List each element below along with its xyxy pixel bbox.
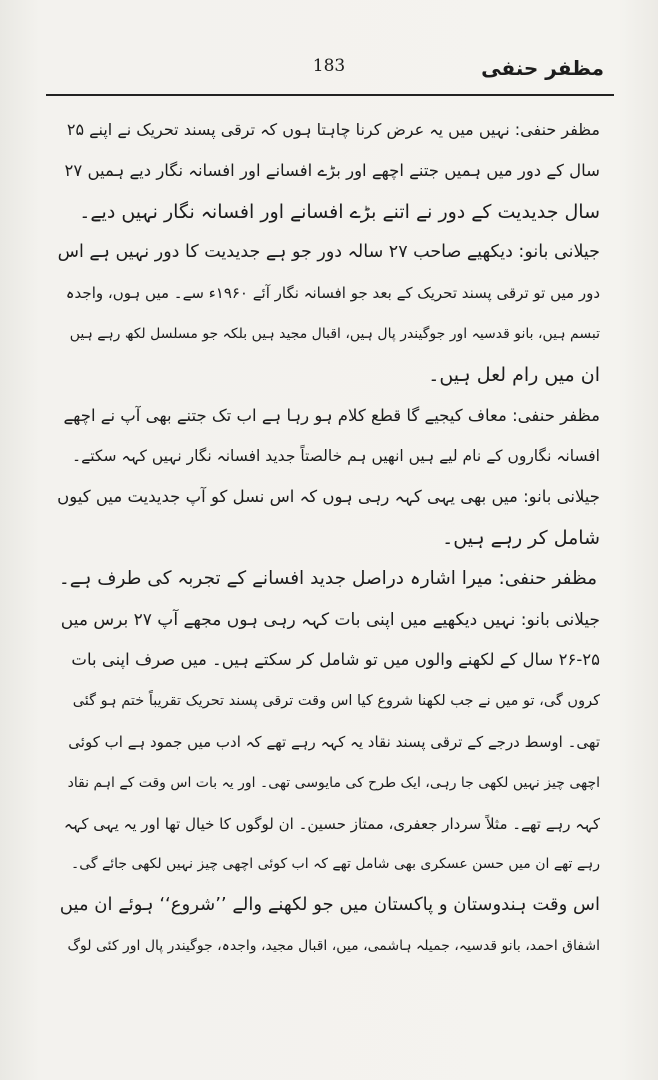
- header-rule: [46, 94, 614, 96]
- text-line: مظفر حنفی: میرا اشارہ دراصل جدید افسانے کے تجربہ کی طرف ہے۔: [58, 567, 598, 589]
- running-head-author: مظفر حنفی: [481, 56, 604, 80]
- text-line: ۲۶-۲۵ سال کے لکھنے والوں میں تو شامل کر سکتے ہیں۔ میں صرف اپنی بات: [71, 650, 600, 670]
- text-line: دور میں تو ترقی پسند تحریک کے بعد جو افسانہ نگار آئے ۱۹۶۰ء سے۔ میں ہوں، واجدہ: [65, 284, 600, 303]
- text-line: افسانہ نگاروں کے نام لیے ہیں انھیں ہم خالصتاً جدید افسانہ نگار نہیں کہہ سکتے۔: [72, 447, 600, 466]
- text-line: اچھی چیز نہیں لکھی جا رہی، ایک طرح کی مایوسی تھی۔ اور یہ بات اس وقت کے اہم نقاد: [67, 774, 600, 791]
- text-line: شامل کر رہے ہیں۔: [442, 526, 600, 549]
- text-line: سال جدیدیت کے دور نے اتنے بڑے افسانے اور افسانہ نگار نہیں دیے۔: [79, 200, 600, 223]
- text-line: رہے تھے ان میں حسن عسکری بھی شامل تھے کہ اب کوئی اچھی چیز نہیں لکھی جائے گی۔: [71, 856, 600, 873]
- text-line: جیلانی بانو: دیکھیے صاحب ۲۷ سالہ دور جو ہے جدیدیت کا دور نہیں ہے اس: [57, 242, 600, 263]
- text-line: اس وقت ہندوستان و پاکستان میں جو لکھنے والے ’’شروع‘‘ ہوئے ان میں: [59, 894, 600, 916]
- text-line: کہہ رہے تھے۔ مثلاً سردار جعفری، ممتاز حسین۔ ان لوگوں کا خیال تھا اور یہ یہی کہہ: [63, 814, 600, 833]
- page-number: 183: [312, 56, 346, 76]
- text-line: سال کے دور میں ہمیں جتنے اچھے اور بڑے افسانے اور افسانہ نگار دیے ہمیں ۲۷: [64, 160, 600, 180]
- text-line: مظفر حنفی: نہیں میں یہ عرض کرنا چاہتا ہوں کہ ترقی پسند تحریک نے اپنے ۲۵: [66, 120, 600, 139]
- text-line: مظفر حنفی: معاف کیجیے گا قطع کلام ہو رہا ہے اب تک جتنے بھی آپ نے اچھے: [63, 405, 600, 425]
- text-line: کروں گی، تو میں نے جب لکھنا شروع کیا اس وقت ترقی پسند تحریک تقریباً ختم ہو گئی: [72, 693, 600, 710]
- text-line: جیلانی بانو: میں بھی یہی کہہ رہی ہوں کہ اس نسل کو آپ جدیدیت میں کیوں: [57, 487, 600, 507]
- page-header: [44, 52, 614, 94]
- interview-text: [56, 110, 600, 967]
- text-line: ان میں رام لعل ہیں۔: [428, 363, 600, 386]
- text-line: تبسم ہیں، بانو قدسیہ اور جوگیندر پال ہیں، اقبال مجید ہیں بلکہ جو مسلسل لکھ رہے ہیں: [69, 325, 600, 342]
- text-line: تھی۔ اوسط درجے کے ترقی پسند نقاد یہ کہہ رہے تھے کہ ادب میں جمود ہے اب کوئی: [68, 732, 600, 751]
- text-line: اشفاق احمد، بانو قدسیہ، جمیلہ ہاشمی، میں، اقبال مجید، واجدہ، جوگیندر پال اور کئی لوگ: [67, 937, 600, 954]
- text-line: جیلانی بانو: نہیں دیکھیے میں اپنی بات کہہ رہی ہوں مجھے آپ ۲۷ برس میں: [60, 609, 600, 630]
